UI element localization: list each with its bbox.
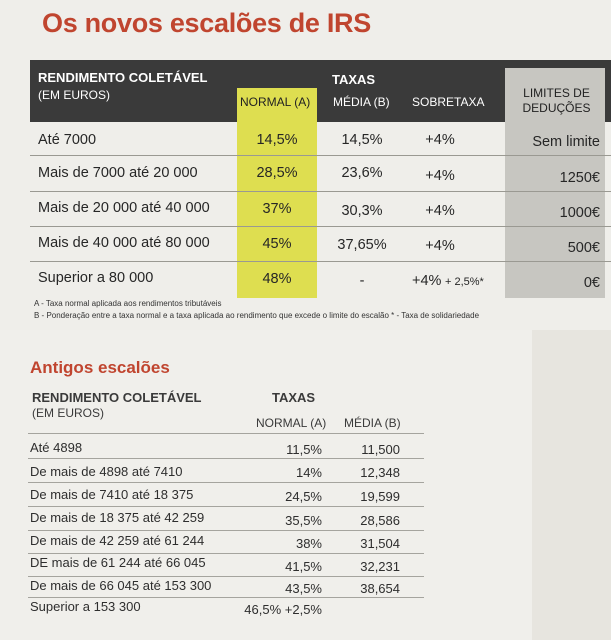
old-row-media: 28,586	[360, 513, 400, 528]
new-row-income: Superior a 80 000	[38, 270, 154, 286]
old-row-divider	[28, 530, 424, 531]
old-row-normal: 43,5%	[285, 581, 322, 596]
old-row-divider	[28, 576, 424, 577]
old-header-media: MÉDIA (B)	[344, 416, 401, 430]
new-row-limite: 1250€	[559, 170, 600, 186]
new-row-income: Mais de 7000 até 20 000	[38, 165, 198, 181]
header-deducoes: DEDUÇÕES	[522, 101, 591, 115]
new-row-normal: 45%	[262, 236, 292, 252]
new-row-sobretaxa: +4%	[425, 168, 455, 184]
old-row-media: 12,348	[360, 465, 400, 480]
old-row-divider	[28, 553, 424, 554]
old-row-normal: 41,5%	[285, 559, 322, 574]
new-row-normal: 14,5%	[256, 132, 298, 148]
new-row-media: 23,6%	[341, 165, 383, 181]
header-limites: LIMITES DE	[523, 86, 590, 100]
old-row-divider	[28, 433, 424, 434]
old-header-normal: NORMAL (A)	[256, 416, 327, 430]
old-header-taxas: TAXAS	[272, 390, 316, 405]
old-row-income: De mais de 18 375 até 42 259	[30, 510, 205, 525]
old-header-income-sub: (EM EUROS)	[32, 406, 104, 420]
new-row-media: 37,65%	[337, 237, 387, 253]
old-row-income: Superior a 153 300	[30, 599, 141, 614]
new-row-normal: 28,5%	[256, 165, 298, 181]
new-row-limite: Sem limite	[532, 134, 600, 150]
header-income: RENDIMENTO COLETÁVEL	[38, 70, 208, 85]
row-divider	[30, 191, 611, 192]
new-row-media: 14,5%	[341, 132, 383, 148]
old-row-media: 19,599	[360, 489, 400, 504]
old-row-media: 32,231	[360, 559, 400, 574]
old-row-income: DE mais de 61 244 até 66 045	[30, 555, 206, 570]
old-row-normal: 24,5%	[285, 489, 322, 504]
old-row-divider	[28, 458, 424, 459]
old-row-divider	[28, 597, 424, 598]
row-divider	[30, 155, 611, 156]
old-row-media: 11,500	[361, 442, 400, 457]
new-row-limite: 500€	[567, 240, 600, 256]
old-row-divider	[28, 482, 424, 483]
header-normal: NORMAL (A)	[240, 95, 311, 109]
old-row-normal: 46,5% +2,5%	[244, 602, 322, 617]
new-row-income: Mais de 40 000 até 80 000	[38, 235, 210, 251]
normal-rate-highlight	[237, 88, 317, 298]
old-row-income: De mais de 42 259 até 61 244	[30, 533, 205, 548]
old-row-income: Até 4898	[30, 440, 83, 455]
old-row-normal: 38%	[295, 536, 322, 551]
old-row-income: De mais de 4898 até 7410	[30, 464, 183, 479]
new-row-sobretaxa: +4%	[425, 132, 455, 148]
old-row-media: 31,504	[360, 536, 400, 551]
row-divider	[30, 226, 611, 227]
row-divider	[30, 261, 611, 262]
old-row-normal: 14%	[295, 465, 322, 480]
new-row-income: Mais de 20 000 até 40 000	[38, 200, 210, 216]
old-row-divider	[28, 506, 424, 507]
new-row-normal: 37%	[262, 201, 292, 217]
new-brackets-title: Os novos escalões de IRS	[42, 8, 371, 38]
new-row-normal: 48%	[262, 271, 292, 287]
new-row-media: 30,3%	[341, 203, 383, 219]
new-row-income: Até 7000	[38, 132, 97, 148]
new-row-sobretaxa-extra: + 2,5%*	[445, 276, 484, 288]
header-media: MÉDIA (B)	[333, 95, 390, 109]
new-row-limite: 1000€	[559, 205, 600, 221]
footnote-a: A - Taxa normal aplicada aos rendimentos tributáveis	[34, 299, 222, 308]
new-row-media: -	[359, 273, 365, 289]
new-row-sobretaxa: +4%	[425, 238, 455, 254]
old-row-normal: 35,5%	[285, 513, 322, 528]
header-taxas: TAXAS	[332, 72, 376, 87]
header-sobretaxa: SOBRETAXA	[412, 95, 485, 109]
footnote-b: B - Ponderação entre a taxa normal e a taxa aplicada ao rendimento que excede o limite do escalão * - Taxa de solidariedade	[34, 311, 480, 320]
new-row-sobretaxa: +4%	[425, 203, 455, 219]
new-row-limite: 0€	[583, 275, 600, 291]
old-header-income: RENDIMENTO COLETÁVEL	[32, 390, 202, 405]
old-row-media: 38,654	[360, 581, 400, 596]
new-row-sobretaxa: +4%	[412, 273, 442, 289]
old-row-normal: 11,5%	[286, 442, 322, 457]
header-income-sub: (EM EUROS)	[38, 88, 110, 102]
old-row-income: De mais de 7410 até 18 375	[30, 487, 194, 502]
old-row-income: De mais de 66 045 até 153 300	[30, 578, 212, 593]
old-brackets-title: Antigos escalões	[30, 358, 170, 377]
